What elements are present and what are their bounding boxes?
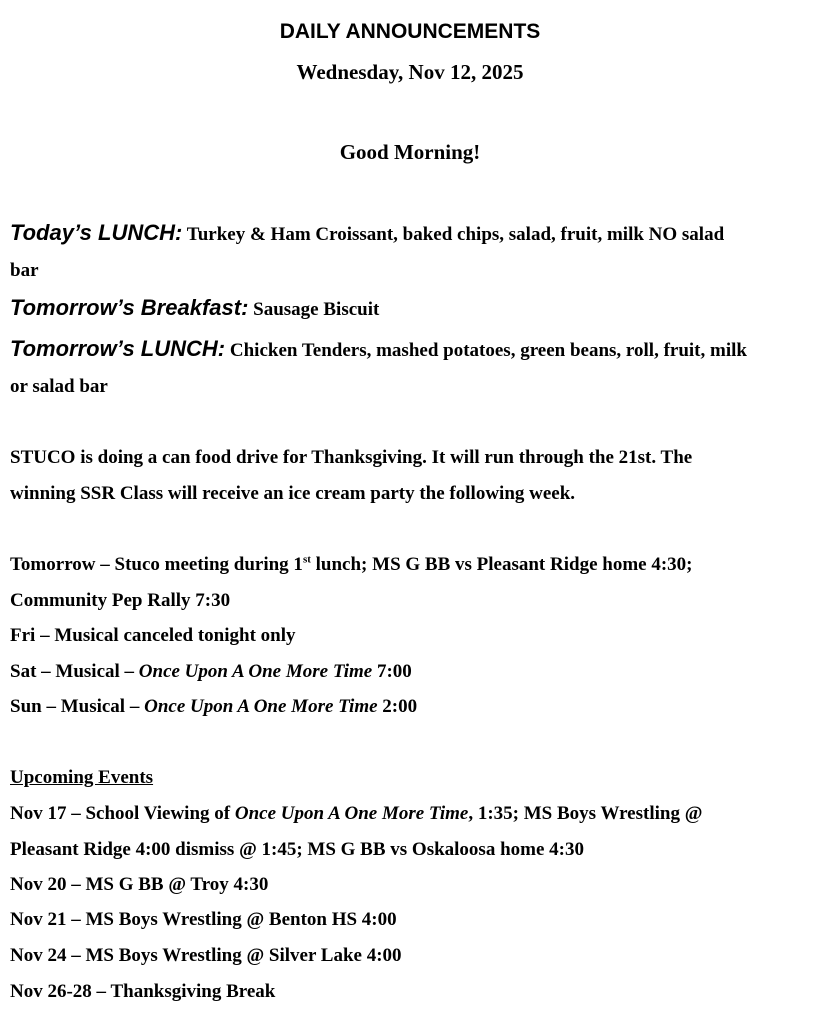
sun-events-text-b: 2:00 [377,696,418,717]
today-lunch-line [10,221,815,247]
sat-events-line [10,660,815,684]
sun-musical-title: Once Upon A One More Time [144,696,378,717]
sat-events-text-b: 7:00 [372,661,412,682]
date-heading: Wednesday, Nov 12, 2025 [296,60,524,84]
today-lunch-label: Today’s LUNCH: [10,220,183,245]
nov21-events-line: Nov 21 – MS Boys Wrestling @ Benton HS 4:00 [10,909,397,930]
nov20-events-line: Nov 20 – MS G BB @ Troy 4:30 [10,874,269,895]
stuco-line-2: winning SSR Class will receive an ice cream party the following week. [10,483,576,504]
fri-events-line: Fri – Musical canceled tonight only [10,625,296,646]
tomorrow-breakfast-text: Sausage Biscuit [253,299,380,320]
page-title: DAILY ANNOUNCEMENTS [279,20,541,43]
sun-events-line [10,695,815,719]
today-lunch-text: Turkey & Ham Croissant, baked chips, salad, fruit, milk NO salad [186,224,725,245]
nov17-events-line-cont: Pleasant Ridge 4:00 dismiss @ 1:45; MS G BB vs Oskaloosa home 4:30 [10,839,584,860]
nov17-text-b: , 1:35; MS Boys Wrestling @ [468,803,703,824]
tomorrow-events-line [10,553,815,577]
ordinal-suffix: st [302,553,311,566]
sat-musical-title: Once Upon A One More Time [138,661,373,682]
tomorrow-events-line-cont: Community Pep Rally 7:30 [10,590,231,611]
tomorrow-lunch-text: Chicken Tenders, mashed potatoes, green beans, roll, fruit, milk [229,340,747,361]
nov17-events-line [10,802,815,826]
nov26-events-line: Nov 26-28 – Thanksgiving Break [10,981,276,1002]
sat-events-text-a: Sat – Musical – [10,661,139,682]
sun-events-text-a: Sun – Musical – [10,696,145,717]
greeting: Good Morning! [339,140,481,164]
nov17-text-a: Nov 17 – School Viewing of [10,803,235,824]
today-lunch-line-cont: bar [10,260,39,281]
tomorrow-events-text-b: lunch; MS G BB vs Pleasant Ridge home 4:30; [310,554,693,575]
upcoming-events-heading [10,766,815,790]
tomorrow-breakfast-line [10,296,815,322]
upcoming-events-heading-text: Upcoming Events [10,767,154,788]
tomorrow-lunch-line [10,337,815,363]
tomorrow-events-text-a: Tomorrow – Stuco meeting during 1 [10,554,303,575]
nov17-musical-title: Once Upon A One More Time [234,803,469,824]
tomorrow-lunch-line-cont: or salad bar [10,376,108,397]
stuco-line-1: STUCO is doing a can food drive for Thanksgiving. It will run through the 21st. The [10,447,693,468]
tomorrow-lunch-label: Tomorrow’s LUNCH: [10,336,226,361]
tomorrow-breakfast-label: Tomorrow’s Breakfast: [10,295,249,320]
nov24-events-line: Nov 24 – MS Boys Wrestling @ Silver Lake 4:00 [10,945,402,966]
